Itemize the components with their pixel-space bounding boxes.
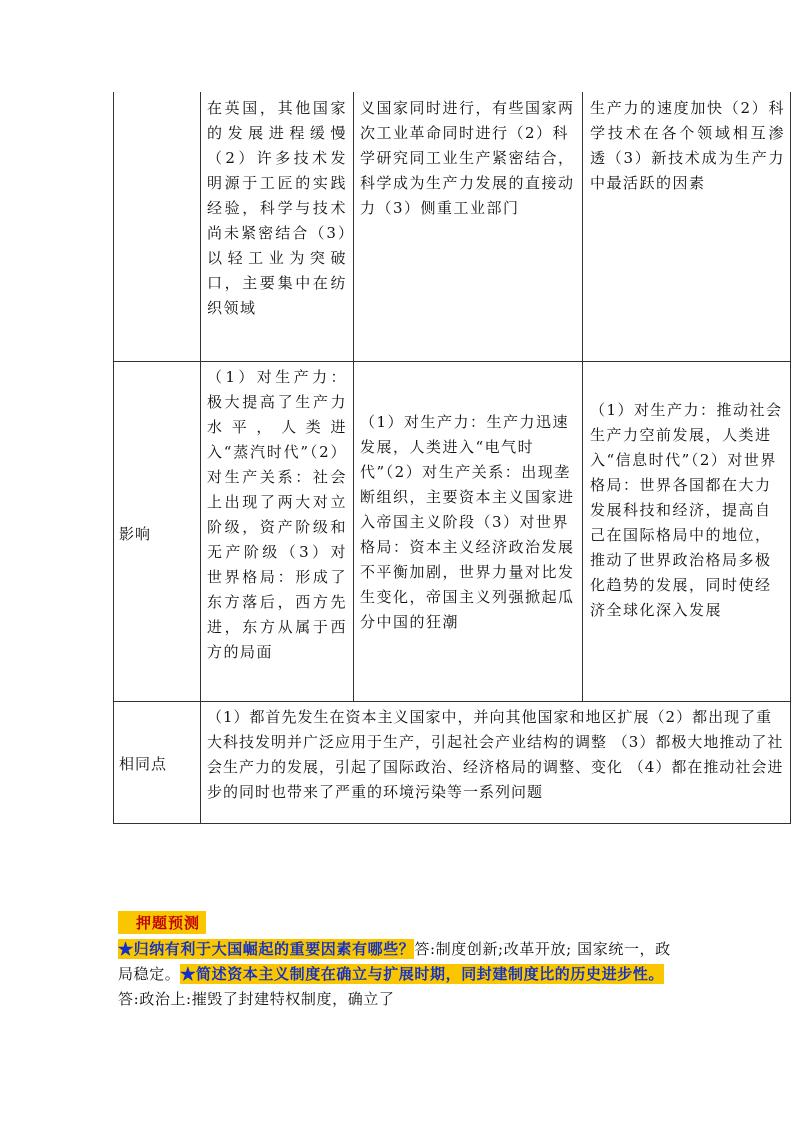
answer-1-continued: 国家统一，政局稳定。 (118, 940, 671, 983)
table-cell-third-revolution-impact: （1）对生产力：推动社会生产力空前发展，人类进入“信息时代”（2）对世界格局：世界各国都在大力发展科技和经济，提高自己在国际格局中的地位，推动了世界政治格局多极化趋势的发展，同时使经济全球化深入发展 (590, 401, 783, 619)
table-cell-second-revolution-features: 义国家同时进行，有些国家两次工业革命同时进行（2）科学研究同工业生产紧密结合，科学成为生产力发展的直接动力（3）侧重工业部门 (360, 99, 575, 217)
answer-2: 答:政治上:摧毁了封建特权制度，确立了 (118, 990, 395, 1008)
table-border-right (790, 92, 791, 824)
row-label-similarities: 相同点 (119, 755, 168, 773)
prediction-section (118, 911, 794, 1012)
prediction-tag: 押题预测 (118, 911, 206, 934)
question-1: ★归纳有利于大国崛起的重要因素有哪些？ (118, 940, 415, 958)
table-cell-first-revolution-features: 在英国，其他国家的发展进程缓慢（2）许多技术发明源于工匠的实践经验，科学与技术尚未紧密结合（3）以轻工业为突破口，主要集中在纺织领域 (207, 99, 347, 317)
table-row-divider-1 (113, 361, 791, 362)
table-cell-third-revolution-features: 生产力的速度加快（2）科学技术在各个领域相互渗透（3）新技术成为生产力中最活跃的因素 (590, 99, 785, 192)
table-border-col3 (582, 92, 583, 701)
row-label-impact: 影响 (119, 525, 152, 543)
table-border-col1 (200, 92, 201, 824)
answer-1: 答:制度创新;改革开放; (414, 940, 572, 958)
table-cell-similarities: （1）都首先发生在资本主义国家中，并向其他国家和地区扩展（2）都出现了重大科技发明并广泛应用于生产，引起社会产业结构的调整 （3）都极大地推动了社会生产力的发展，引起了国际政治、经济格局的调整、变化 （4）都在推动社会进步的同时也带来了严重的环境污染等一系列问题 (207, 708, 784, 801)
table-cell-second-revolution-impact: （1）对生产力：生产力迅速发展，人类进入“电气时代”（2）对生产关系：出现垄断组织，主要资本主义国家进入帝国主义阶段（3）对世界格局：资本主义经济政治发展不平衡加剧，世界力量对比发生变化，帝国主义列强掀起瓜分中国的狂潮 (360, 413, 575, 631)
question-2: ★简述资本主义制度在确立与扩展时期，同封建制度比的历史进步性。 (180, 965, 665, 983)
comparison-table (113, 92, 791, 824)
table-border-bottom (113, 823, 791, 824)
table-row-divider-2 (113, 701, 791, 702)
table-border-col2 (353, 92, 354, 701)
table-cell-first-revolution-impact: （1）对生产力：极大提高了生产力水平，人类进入“蒸汽时代”（2）对生产关系：社会上出现了两大对立阶级，资产阶级和无产阶级（3）对世界格局：形成了东方落后，西方先进，东方从属于西方的局面 (207, 368, 347, 661)
table-border-left (113, 92, 114, 824)
prediction-paragraph (118, 937, 678, 1012)
